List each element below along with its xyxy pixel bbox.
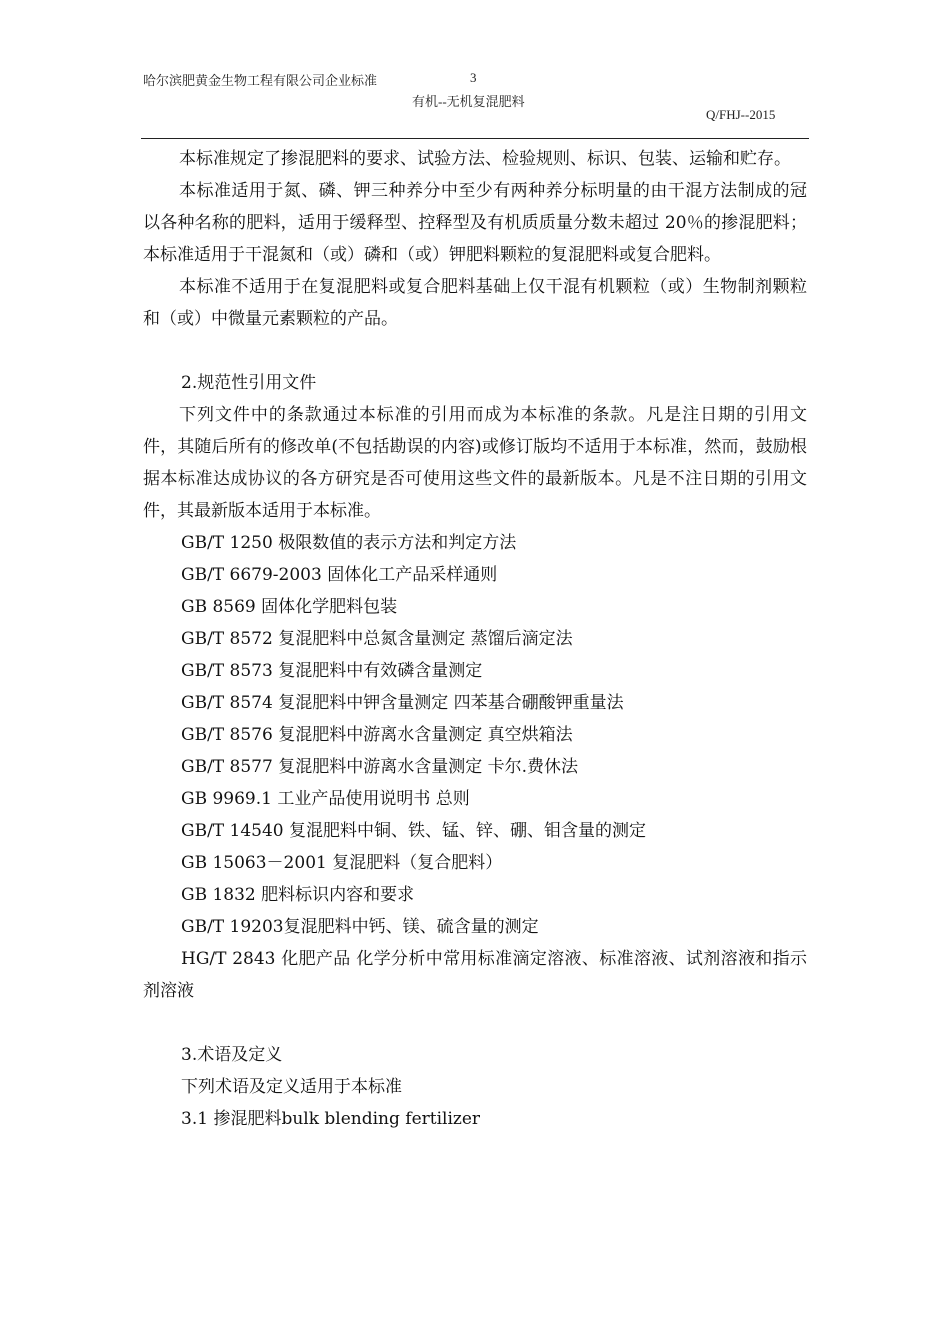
header-standard-code: Q/FHJ--2015 bbox=[706, 107, 776, 122]
reference-item: GB/T 8576 复混肥料中游离水含量测定 真空烘箱法 bbox=[181, 725, 573, 745]
reference-item: GB/T 8574 复混肥料中钾含量测定 四苯基合硼酸钾重量法 bbox=[181, 693, 624, 713]
document-body bbox=[143, 143, 807, 1135]
reference-item: GB 8569 固体化学肥料包装 bbox=[181, 597, 398, 617]
header-company: 哈尔滨肥黄金生物工程有限公司企业标准 bbox=[143, 73, 378, 88]
reference-item: GB 9969.1 工业产品使用说明书 总则 bbox=[181, 789, 470, 809]
reference-item: GB/T 1250 极限数值的表示方法和判定方法 bbox=[181, 533, 517, 553]
reference-item: GB/T 8573 复混肥料中有效磷含量测定 bbox=[181, 661, 483, 681]
section-3-heading: 3.术语及定义 bbox=[181, 1045, 283, 1065]
reference-item: GB/T 19203复混肥料中钙、镁、硫含量的测定 bbox=[181, 917, 539, 937]
header-divider bbox=[141, 138, 809, 139]
reference-item: GB 1832 肥料标识内容和要求 bbox=[181, 885, 415, 905]
reference-item: GB/T 14540 复混肥料中铜、铁、锰、锌、硼、钼含量的测定 bbox=[181, 821, 647, 841]
spacer bbox=[143, 335, 807, 367]
scope-paragraph-2: 本标准适用于氮、磷、钾三种养分中至少有两种养分标明量的由干混方法制成的冠以各种名称的肥料，适用于缓释型、控释型及有机质质量分数未超过 20％的掺混肥料；本标准适用于干混氮和（或）磷和（或）钾肥料颗粒的复混肥料或复合肥料。 bbox=[143, 181, 807, 265]
term-3-1: 3.1 掺混肥料bulk blending fertilizer bbox=[181, 1109, 481, 1129]
reference-item: GB 15063－2001 复混肥料（复合肥料） bbox=[181, 853, 503, 873]
reference-item-wrapped: HG/T 2843 化肥产品 化学分析中常用标准滴定溶液、标准溶液、试剂溶液和指示剂溶液 bbox=[143, 949, 807, 1001]
reference-item: GB/T 8572 复混肥料中总氮含量测定 蒸馏后滴定法 bbox=[181, 629, 573, 649]
section-3-intro: 下列术语及定义适用于本标准 bbox=[181, 1077, 402, 1097]
reference-item: GB/T 6679-2003 固体化工产品采样通则 bbox=[181, 565, 498, 585]
scope-paragraph-3: 本标准不适用于在复混肥料或复合肥料基础上仅干混有机颗粒（或）生物制剂颗粒和（或）中微量元素颗粒的产品。 bbox=[143, 277, 807, 329]
section-2-intro: 下列文件中的条款通过本标准的引用而成为本标准的条款。凡是注日期的引用文件，其随后所有的修改单(不包括勘误的内容)或修订版均不适用于本标准，然而，鼓励根据本标准达成协议的各方研究是否可使用这些文件的最新版本。凡是不注日期的引用文件，其最新版本适用于本标准。 bbox=[143, 405, 807, 521]
spacer bbox=[143, 1007, 807, 1039]
header-doc-title: 有机--无机复混肥料 bbox=[412, 94, 525, 109]
section-2-heading: 2.规范性引用文件 bbox=[181, 373, 317, 393]
scope-paragraph-1: 本标准规定了掺混肥料的要求、试验方法、检验规则、标识、包装、运输和贮存。 bbox=[179, 149, 791, 169]
header-page-number: 3 bbox=[470, 70, 477, 85]
reference-item: GB/T 8577 复混肥料中游离水含量测定 卡尔.费休法 bbox=[181, 757, 579, 777]
